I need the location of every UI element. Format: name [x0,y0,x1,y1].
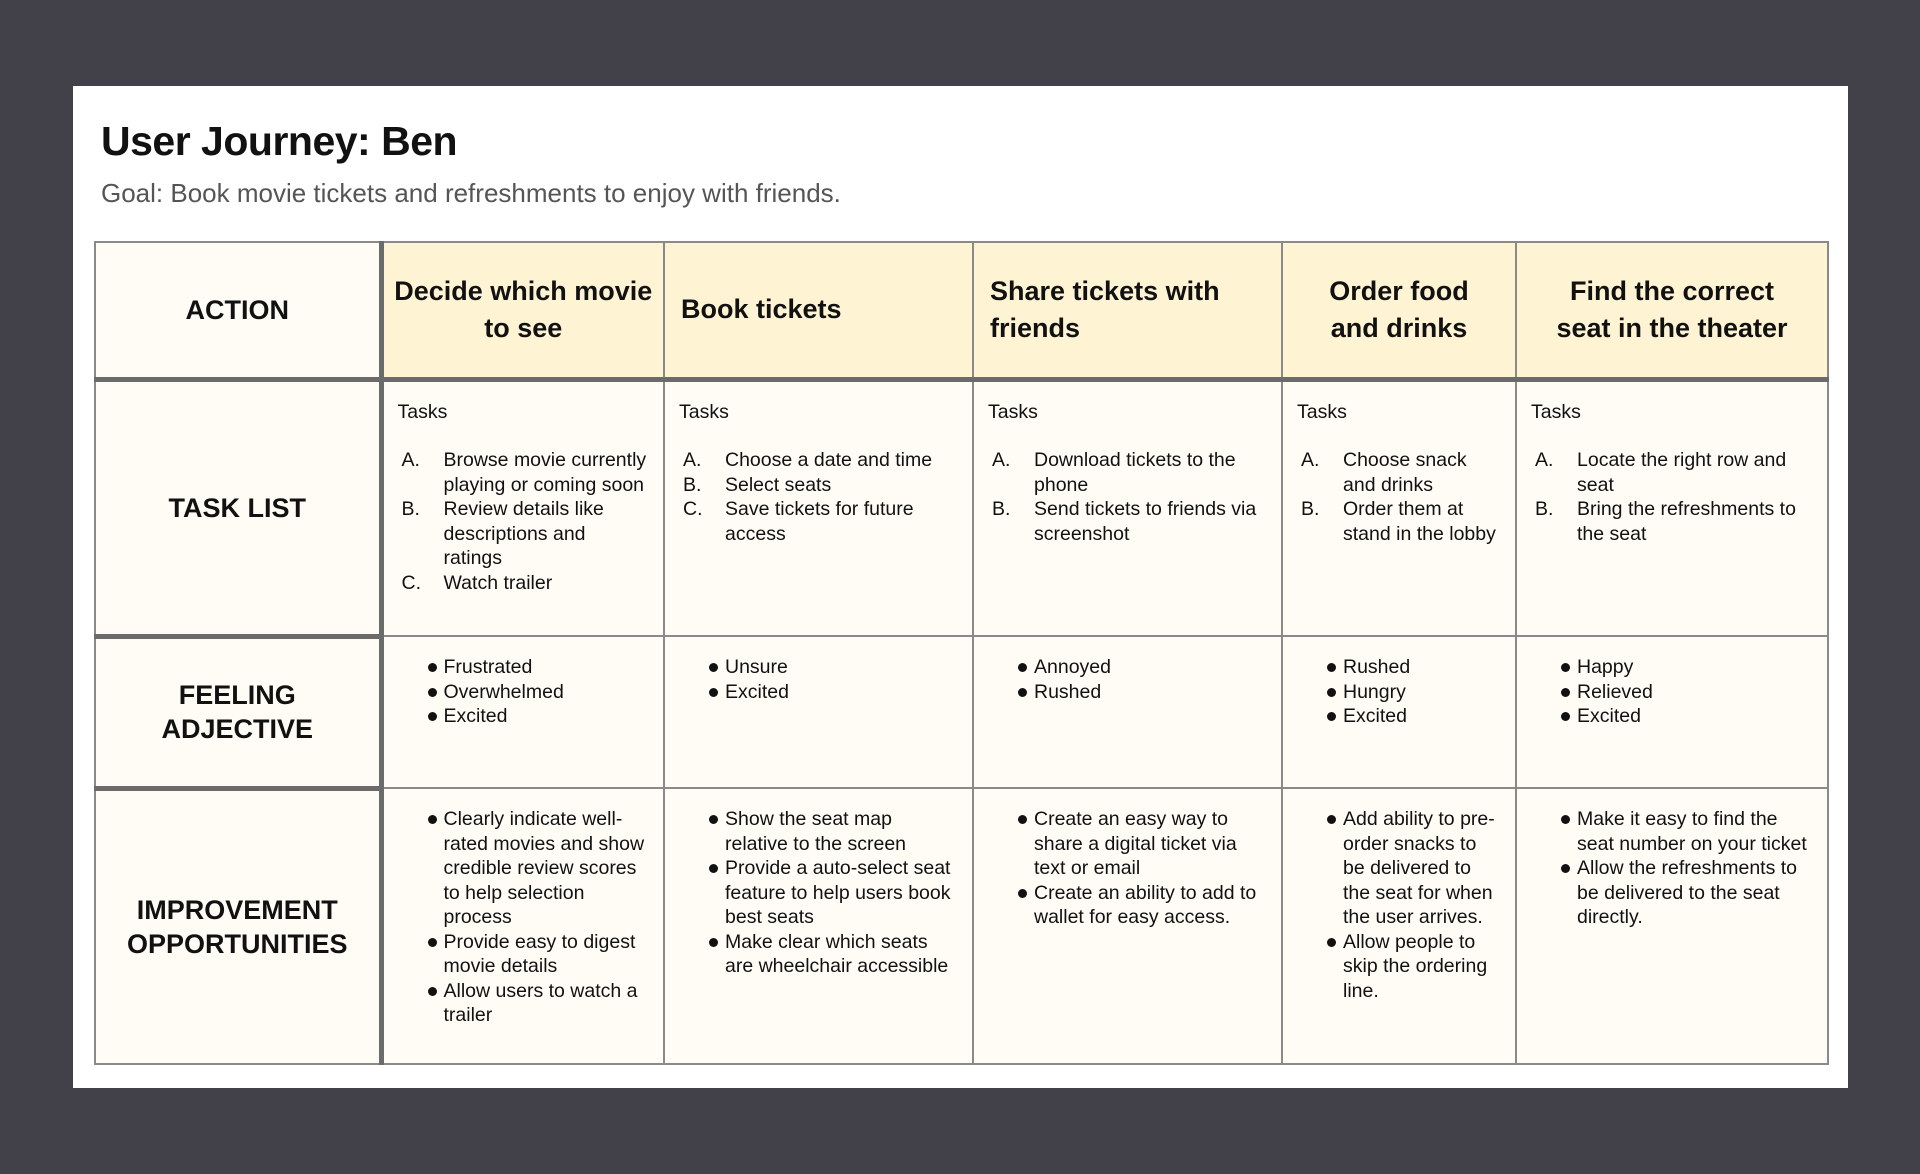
improvement-cell [1282,788,1516,1064]
task-cell [664,379,973,636]
improvement-list [1531,807,1813,930]
feeling-cell [1282,636,1516,788]
feeling-item: Overwhelmed [398,680,650,705]
improvement-item: Clearly indicate well-rated movies and show credible review scores to help selection process [398,807,650,930]
feeling-cell [664,636,973,788]
tasks-label: Tasks [679,400,729,423]
improvement-item: Show the seat map relative to the screen [679,807,958,856]
feeling-list [1531,655,1813,729]
feeling-item: Excited [679,680,958,705]
improvement-cell [381,788,664,1064]
page-title: User Journey: Ben [101,118,458,164]
feeling-list [398,655,650,729]
feeling-item: Excited [1531,704,1813,729]
task-list [679,448,958,546]
improvement-item: Create an ability to add to wallet for easy access. [988,881,1267,930]
improvement-item: Create an easy way to share a digital ticket via text or email [988,807,1267,881]
task-list [988,448,1267,546]
task-item: A. Choose snack and drinks [1301,449,1467,496]
task-cell [973,379,1282,636]
feeling-cell [1516,636,1828,788]
feeling-item: Rushed [1297,655,1501,680]
improvement-row [95,788,1828,1064]
task-item: A. Choose a date and time [683,449,933,471]
task-item: B. Order them at stand in the lobby [1301,498,1496,545]
feeling-list [988,655,1267,704]
stage-header-3: Share tickets with friends [973,242,1282,379]
feeling-cell [973,636,1282,788]
feeling-item: Unsure [679,655,958,680]
task-item: B. Send tickets to friends via screenshot [992,498,1257,545]
tasks-label: Tasks [1297,400,1347,423]
row-header-task-list: TASK LIST [95,379,381,636]
improvement-cell [664,788,973,1064]
feeling-item: Hungry [1297,680,1501,705]
improvement-item: Allow users to watch a trailer [398,979,650,1028]
task-list [1297,448,1501,546]
row-header-action: ACTION [95,242,381,379]
journey-table [94,241,1829,1065]
task-item: A. Locate the right row and seat [1535,449,1787,496]
improvement-item: Add ability to pre-order snacks to be delivered to the seat for when the user arrives. [1297,807,1501,930]
feeling-item: Rushed [988,680,1267,705]
improvement-item: Allow the refreshments to be delivered to the seat directly. [1531,856,1813,930]
feeling-item: Excited [1297,704,1501,729]
goal-subtitle: Goal: Book movie tickets and refreshments to enjoy with friends. [101,178,841,208]
task-cell [381,379,664,636]
feeling-item: Happy [1531,655,1813,680]
journey-map-card [73,86,1848,1088]
feeling-item: Frustrated [398,655,650,680]
improvement-cell [1516,788,1828,1064]
task-item: B. Select seats [683,473,832,496]
improvement-item: Provide a auto-select seat feature to help users book best seats [679,856,958,930]
improvement-item: Make clear which seats are wheelchair accessible [679,930,958,979]
task-cell [1282,379,1516,636]
improvement-item: Make it easy to find the seat number on your ticket [1531,807,1813,856]
stage-header-1: Decide which movie to see [381,242,664,379]
task-item: B. Bring the refreshments to the seat [1535,498,1796,545]
feeling-list [1297,655,1501,729]
row-header-improvement: IMPROVEMENT OPPORTUNITIES [95,788,381,1064]
task-cell [1516,379,1828,636]
tasks-label: Tasks [988,400,1038,423]
task-item: B. Review details like descriptions and ratings [401,498,604,569]
action-row [95,242,1828,379]
task-item: A. Download tickets to the phone [992,449,1236,496]
task-list [398,448,650,595]
task-list [1531,448,1813,546]
row-header-feeling: FEELING ADJECTIVE [95,636,381,788]
stage-header-2: Book tickets [664,242,973,379]
feeling-list [679,655,958,704]
improvement-list [398,807,650,1028]
tasks-label: Tasks [397,400,448,423]
task-item: C. Watch trailer [401,571,553,594]
stage-header-4: Order food and drinks [1282,242,1516,379]
improvement-list [679,807,958,979]
improvement-list [1297,807,1501,1003]
improvement-list [988,807,1267,930]
improvement-item: Provide easy to digest movie details [398,930,650,979]
improvement-item: Allow people to skip the ordering line. [1297,930,1501,1004]
task-item: C. Save tickets for future access [683,498,914,545]
tasks-label: Tasks [1531,400,1581,423]
task-item: A. Browse movie currently playing or coming soon [401,449,647,496]
task-list-row [95,379,1828,636]
improvement-cell [973,788,1282,1064]
stage-header-5: Find the correct seat in the theater [1516,242,1828,379]
feeling-cell [381,636,664,788]
feeling-item: Annoyed [988,655,1267,680]
feeling-item: Excited [398,704,650,729]
feeling-row [95,636,1828,788]
feeling-item: Relieved [1531,680,1813,705]
